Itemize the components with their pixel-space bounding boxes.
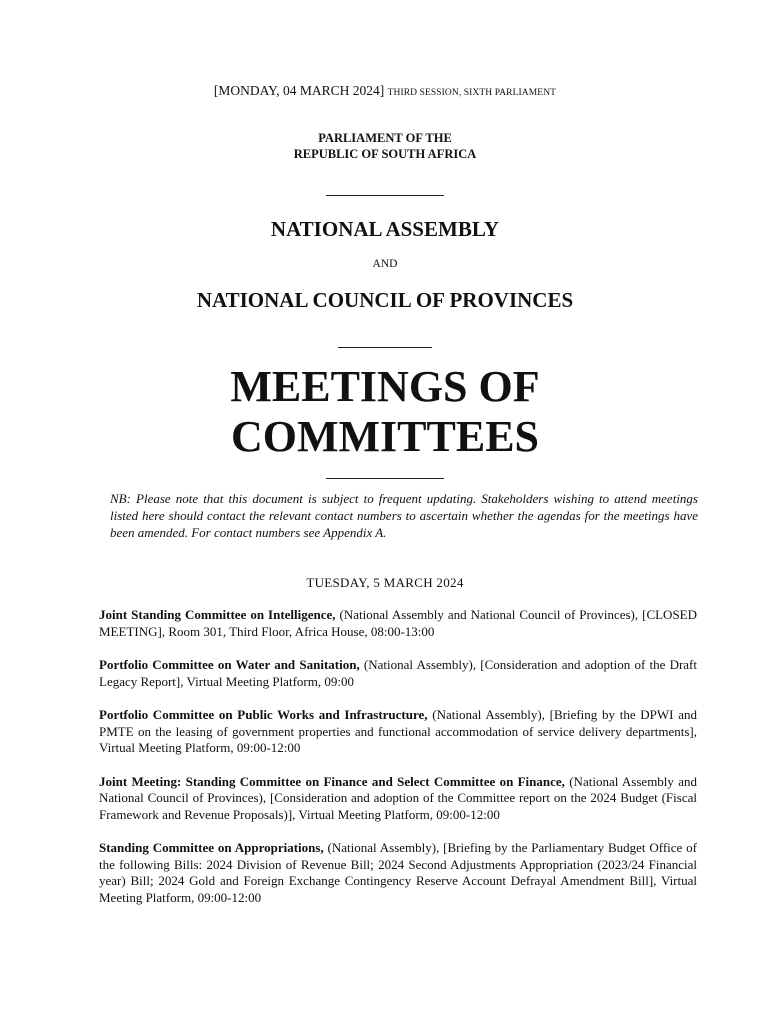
committee-name: Joint Standing Committee on Intelligence, — [99, 607, 336, 622]
meeting-details: (National Assembly and National Council of Provinces), [Consideration and adoption of the Committee report on the 2024 Budget (Fiscal Framework and Revenue Proposals)], Virtual Meeting Platform, 09:00-12:00 — [99, 773, 697, 822]
meeting-details: (National Assembly), [Consideration and adoption of the Draft Legacy Report], Virtual Meeting Platform, 09:00 — [99, 657, 697, 689]
header-session: THIRD SESSION, SIXTH PARLIAMENT — [387, 88, 557, 98]
meeting-list — [99, 607, 697, 923]
parliament-line-2: REPUBLIC OF SOUTH AFRICA — [293, 147, 477, 161]
header-line — [0, 83, 770, 99]
meeting-details: (National Assembly), [Briefing by the DPWI and PMTE on the leasing of government properties and functional accommodation of service delivery departments], Virtual Meeting Platform, 09:00-12:00 — [99, 707, 697, 755]
meeting-entry — [99, 840, 697, 906]
title-line-2: COMMITTEES — [230, 412, 540, 461]
committee-name: Portfolio Committee on Water and Sanitation, — [99, 657, 360, 672]
parliament-heading — [0, 130, 770, 162]
document-title — [0, 362, 770, 462]
meeting-entry — [99, 657, 697, 690]
title-line-1: MEETINGS OF — [230, 362, 540, 411]
parliament-line-1: PARLIAMENT OF THE — [318, 131, 452, 145]
divider-rule — [0, 335, 770, 353]
day-heading: TUESDAY, 5 MARCH 2024 — [306, 575, 464, 590]
divider-rule — [0, 183, 770, 201]
ncop-heading: NATIONAL COUNCIL OF PROVINCES — [196, 288, 574, 312]
committee-name: Standing Committee on Appropriations, — [99, 840, 324, 855]
meeting-details: (National Assembly), [Briefing by the Parliamentary Budget Office of the following Bills: 2024 Division of Revenue Bill; 2024 Second Adjustments Appropriation (2023/24 Financial year) Bill; 2024 Gold and Foreign Exchange Contingency Reserve Account Defrayal Amendment Bill], Virtual Meeting Platform, 09:00-12:00 — [99, 840, 697, 905]
header-date: [MONDAY, 04 MARCH 2024] — [213, 83, 385, 98]
notice-paragraph: NB: Please note that this document is subject to frequent updating. Stakeholders wishing to attend meetings listed here should contact the relevant contact numbers to ascertain whether the agendas for the meetings have been amended. For contact numbers see Appendix A. — [110, 491, 698, 540]
meeting-entry — [99, 607, 697, 640]
national-assembly-heading: NATIONAL ASSEMBLY — [270, 217, 500, 241]
divider-rule — [0, 466, 770, 484]
meeting-entry — [99, 774, 697, 824]
meeting-details: (National Assembly and National Council of Provinces), [CLOSED MEETING], Room 301, Third Floor, Africa House, 08:00-13:00 — [99, 607, 697, 639]
meeting-entry — [99, 707, 697, 757]
committee-name: Joint Meeting: Standing Committee on Finance and Select Committee on Finance, — [99, 773, 565, 789]
and-label: AND — [372, 258, 398, 270]
committee-name: Portfolio Committee on Public Works and Infrastructure, — [99, 707, 428, 722]
